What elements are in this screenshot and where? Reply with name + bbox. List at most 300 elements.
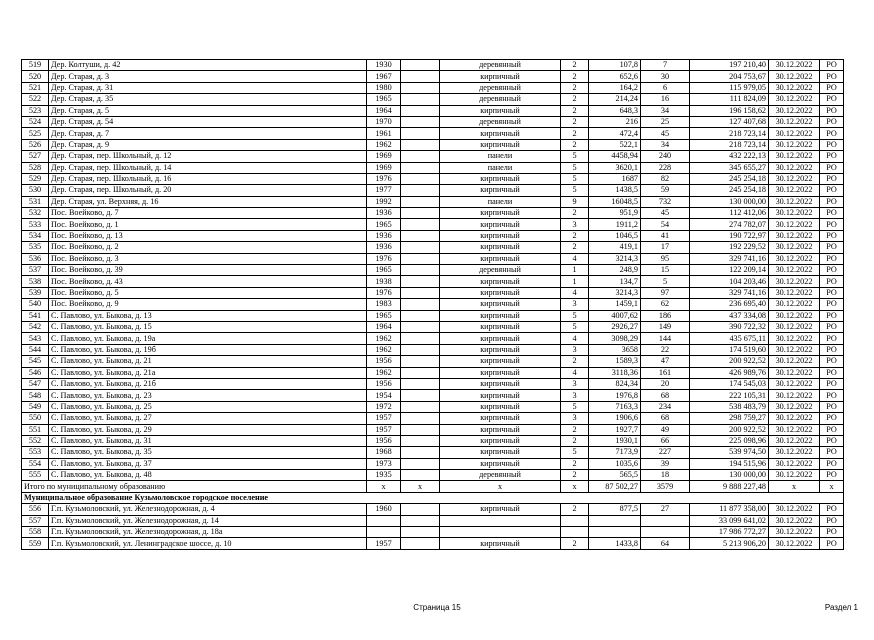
method-cell: РО bbox=[820, 253, 844, 264]
floors-cell: 2 bbox=[561, 94, 589, 105]
row-number-cell: 525 bbox=[22, 128, 49, 139]
table-row bbox=[22, 242, 844, 253]
year-built-cell: 1961 bbox=[367, 128, 401, 139]
row-number-cell: 523 bbox=[22, 105, 49, 116]
completion-date-cell: 30.12.2022 bbox=[769, 242, 820, 253]
cost-cell: 111 824,09 bbox=[690, 94, 769, 105]
method-cell: РО bbox=[820, 367, 844, 378]
year-renovated-cell bbox=[401, 82, 440, 93]
method-cell: РО bbox=[820, 470, 844, 481]
completion-date-cell: 30.12.2022 bbox=[769, 367, 820, 378]
wall-material-cell: деревянный bbox=[440, 265, 561, 276]
completion-date-cell: 30.12.2022 bbox=[769, 378, 820, 389]
year-renovated-cell bbox=[401, 219, 440, 230]
year-renovated-cell bbox=[401, 378, 440, 389]
wall-material-cell: кирпичный bbox=[440, 310, 561, 321]
method-cell: РО bbox=[820, 310, 844, 321]
cost-cell: 218 723,14 bbox=[690, 128, 769, 139]
address-cell: С. Павлово, ул. Быкова, д. 19б bbox=[49, 344, 367, 355]
year-built-cell: 1956 bbox=[367, 378, 401, 389]
table-row bbox=[22, 71, 844, 82]
wall-material-cell: кирпичный bbox=[440, 424, 561, 435]
row-number-cell: 533 bbox=[22, 219, 49, 230]
floors-cell: 2 bbox=[561, 504, 589, 515]
total-area-cell: 3098,29 bbox=[589, 333, 641, 344]
wall-material-cell: кирпичный bbox=[440, 71, 561, 82]
wall-material-cell: кирпичный bbox=[440, 435, 561, 446]
address-cell: Г.п. Кузьмоловский, ул. Железнодорожная, д. 14 bbox=[49, 515, 367, 526]
year-renovated-cell bbox=[401, 538, 440, 549]
completion-date-cell: 30.12.2022 bbox=[769, 390, 820, 401]
year-built-cell: 1964 bbox=[367, 105, 401, 116]
completion-date-cell: 30.12.2022 bbox=[769, 447, 820, 458]
cost-cell: 345 655,27 bbox=[690, 162, 769, 173]
total-label: Итого по муниципальному образованию bbox=[22, 481, 367, 492]
completion-date-cell: 30.12.2022 bbox=[769, 105, 820, 116]
row-number-cell: 556 bbox=[22, 504, 49, 515]
row-number-cell: 543 bbox=[22, 333, 49, 344]
wall-material-cell: кирпичный bbox=[440, 173, 561, 184]
address-cell: Дер. Старая, пер. Школьный, д. 20 bbox=[49, 185, 367, 196]
total-area-cell: 3620,1 bbox=[589, 162, 641, 173]
total-area-cell: 1687 bbox=[589, 173, 641, 184]
address-cell: Пос. Воейково, д. 7 bbox=[49, 208, 367, 219]
residents-cell: 240 bbox=[641, 151, 690, 162]
cost-cell: 17 986 772,27 bbox=[690, 527, 769, 538]
residents-cell: 41 bbox=[641, 230, 690, 241]
wall-material-cell: кирпичный bbox=[440, 538, 561, 549]
year-renovated-cell bbox=[401, 458, 440, 469]
total-area-cell: 1433,8 bbox=[589, 538, 641, 549]
residents-cell: 228 bbox=[641, 162, 690, 173]
wall-material-cell: кирпичный bbox=[440, 401, 561, 412]
year-built-cell: 1973 bbox=[367, 458, 401, 469]
address-cell: Дер. Старая, д. 7 bbox=[49, 128, 367, 139]
floors-cell: 1 bbox=[561, 276, 589, 287]
cost-cell: 174 545,03 bbox=[690, 378, 769, 389]
year-renovated-cell bbox=[401, 447, 440, 458]
total-area-cell: 2926,27 bbox=[589, 321, 641, 332]
table-row bbox=[22, 538, 844, 549]
completion-date-cell: 30.12.2022 bbox=[769, 424, 820, 435]
year-renovated-cell bbox=[401, 230, 440, 241]
wall-material-cell: кирпичный bbox=[440, 447, 561, 458]
residents-cell: 227 bbox=[641, 447, 690, 458]
wall-material-cell bbox=[440, 527, 561, 538]
cost-cell: 390 722,32 bbox=[690, 321, 769, 332]
completion-date-cell: 30.12.2022 bbox=[769, 139, 820, 150]
year-built-cell: 1969 bbox=[367, 151, 401, 162]
row-number-cell: 528 bbox=[22, 162, 49, 173]
residents-cell: 66 bbox=[641, 435, 690, 446]
row-number-cell: 552 bbox=[22, 435, 49, 446]
year-built-cell: 1962 bbox=[367, 344, 401, 355]
cost-cell: 437 334,08 bbox=[690, 310, 769, 321]
method-cell: РО bbox=[820, 458, 844, 469]
floors-cell: 9 bbox=[561, 196, 589, 207]
year-renovated-cell bbox=[401, 401, 440, 412]
section-header-row bbox=[22, 492, 844, 503]
table-row bbox=[22, 333, 844, 344]
year-renovated-cell bbox=[401, 424, 440, 435]
total-area-cell: 522,1 bbox=[589, 139, 641, 150]
address-cell: Пос. Воейково, д. 2 bbox=[49, 242, 367, 253]
cost-cell: 130 000,00 bbox=[690, 196, 769, 207]
wall-material-cell: кирпичный bbox=[440, 333, 561, 344]
table-row bbox=[22, 447, 844, 458]
floors-cell: 2 bbox=[561, 71, 589, 82]
wall-material-cell: панели bbox=[440, 162, 561, 173]
table-row bbox=[22, 151, 844, 162]
year-built-cell: 1938 bbox=[367, 276, 401, 287]
method-cell: РО bbox=[820, 515, 844, 526]
table-row bbox=[22, 276, 844, 287]
cost-cell: 298 759,27 bbox=[690, 413, 769, 424]
row-number-cell: 553 bbox=[22, 447, 49, 458]
completion-date-cell: 30.12.2022 bbox=[769, 356, 820, 367]
total-method-cell: х bbox=[820, 481, 844, 492]
cost-cell: 33 099 641,02 bbox=[690, 515, 769, 526]
floors-cell bbox=[561, 515, 589, 526]
table-row bbox=[22, 128, 844, 139]
completion-date-cell: 30.12.2022 bbox=[769, 196, 820, 207]
year-built-cell: 1969 bbox=[367, 162, 401, 173]
row-number-cell: 536 bbox=[22, 253, 49, 264]
floors-cell: 2 bbox=[561, 242, 589, 253]
year-renovated-cell bbox=[401, 265, 440, 276]
year-renovated-cell bbox=[401, 162, 440, 173]
total-year-built-cell: х bbox=[367, 481, 401, 492]
wall-material-cell: кирпичный bbox=[440, 413, 561, 424]
table-row bbox=[22, 321, 844, 332]
row-number-cell: 526 bbox=[22, 139, 49, 150]
completion-date-cell: 30.12.2022 bbox=[769, 151, 820, 162]
cost-cell: 11 877 358,00 bbox=[690, 504, 769, 515]
year-renovated-cell bbox=[401, 60, 440, 71]
completion-date-cell: 30.12.2022 bbox=[769, 504, 820, 515]
year-renovated-cell bbox=[401, 242, 440, 253]
total-area-cell: 1911,2 bbox=[589, 219, 641, 230]
address-cell: Пос. Воейково, д. 3 bbox=[49, 253, 367, 264]
table-row bbox=[22, 105, 844, 116]
cost-cell: 197 210,40 bbox=[690, 60, 769, 71]
residents-cell: 732 bbox=[641, 196, 690, 207]
year-built-cell: 1965 bbox=[367, 219, 401, 230]
floors-cell: 3 bbox=[561, 344, 589, 355]
year-renovated-cell bbox=[401, 276, 440, 287]
wall-material-cell: деревянный bbox=[440, 470, 561, 481]
method-cell: РО bbox=[820, 287, 844, 298]
address-cell: Дер. Старая, ул. Верхняя, д. 16 bbox=[49, 196, 367, 207]
wall-material-cell: кирпичный bbox=[440, 253, 561, 264]
row-number-cell: 547 bbox=[22, 378, 49, 389]
total-area-cell: 107,8 bbox=[589, 60, 641, 71]
floors-cell: 3 bbox=[561, 299, 589, 310]
table-row bbox=[22, 401, 844, 412]
table-row bbox=[22, 230, 844, 241]
address-cell: С. Павлово, ул. Быкова, д. 35 bbox=[49, 447, 367, 458]
method-cell: РО bbox=[820, 356, 844, 367]
year-built-cell: 1936 bbox=[367, 208, 401, 219]
completion-date-cell: 30.12.2022 bbox=[769, 185, 820, 196]
total-area-cell: 951,9 bbox=[589, 208, 641, 219]
address-cell: Г.п. Кузьмоловский, ул. Ленинградское шоссе, д. 10 bbox=[49, 538, 367, 549]
wall-material-cell: кирпичный bbox=[440, 344, 561, 355]
total-area-cell: 7173,9 bbox=[589, 447, 641, 458]
year-renovated-cell bbox=[401, 105, 440, 116]
table-row bbox=[22, 162, 844, 173]
completion-date-cell: 30.12.2022 bbox=[769, 71, 820, 82]
residents-cell: 30 bbox=[641, 71, 690, 82]
address-cell: Пос. Воейково, д. 39 bbox=[49, 265, 367, 276]
row-number-cell: 548 bbox=[22, 390, 49, 401]
wall-material-cell: панели bbox=[440, 151, 561, 162]
total-area-cell: 877,5 bbox=[589, 504, 641, 515]
completion-date-cell: 30.12.2022 bbox=[769, 299, 820, 310]
residents-cell: 234 bbox=[641, 401, 690, 412]
total-area-cell: 1589,3 bbox=[589, 356, 641, 367]
wall-material-cell: кирпичный bbox=[440, 390, 561, 401]
method-cell: РО bbox=[820, 173, 844, 184]
residents-cell: 34 bbox=[641, 139, 690, 150]
residents-cell: 20 bbox=[641, 378, 690, 389]
method-cell: РО bbox=[820, 219, 844, 230]
residents-cell: 39 bbox=[641, 458, 690, 469]
year-built-cell: 1956 bbox=[367, 435, 401, 446]
floors-cell: 2 bbox=[561, 116, 589, 127]
total-area-cell: 3214,3 bbox=[589, 253, 641, 264]
table-row bbox=[22, 527, 844, 538]
floors-cell: 2 bbox=[561, 230, 589, 241]
floors-cell: 5 bbox=[561, 185, 589, 196]
year-built-cell: 1956 bbox=[367, 356, 401, 367]
total-area-cell: 16048,5 bbox=[589, 196, 641, 207]
cost-cell: 192 229,52 bbox=[690, 242, 769, 253]
method-cell: РО bbox=[820, 82, 844, 93]
address-cell: С. Павлово, ул. Быкова, д. 25 bbox=[49, 401, 367, 412]
address-cell: С. Павлово, ул. Быкова, д. 21 bbox=[49, 356, 367, 367]
row-number-cell: 558 bbox=[22, 527, 49, 538]
method-cell: РО bbox=[820, 344, 844, 355]
method-cell: РО bbox=[820, 333, 844, 344]
table-row bbox=[22, 287, 844, 298]
total-area-cell: 1438,5 bbox=[589, 185, 641, 196]
year-renovated-cell bbox=[401, 185, 440, 196]
year-renovated-cell bbox=[401, 139, 440, 150]
year-built-cell bbox=[367, 515, 401, 526]
cost-cell: 435 675,11 bbox=[690, 333, 769, 344]
housing-register-table bbox=[21, 59, 844, 550]
total-area-cell: 472,4 bbox=[589, 128, 641, 139]
floors-cell: 2 bbox=[561, 128, 589, 139]
year-built-cell: 1957 bbox=[367, 413, 401, 424]
method-cell: РО bbox=[820, 265, 844, 276]
address-cell: С. Павлово, ул. Быкова, д. 27 bbox=[49, 413, 367, 424]
address-cell: Пос. Воейково, д. 43 bbox=[49, 276, 367, 287]
cost-cell: 5 213 906,20 bbox=[690, 538, 769, 549]
row-number-cell: 527 bbox=[22, 151, 49, 162]
year-built-cell: 1936 bbox=[367, 230, 401, 241]
cost-cell: 329 741,16 bbox=[690, 253, 769, 264]
floors-cell: 3 bbox=[561, 378, 589, 389]
cost-cell: 112 412,06 bbox=[690, 208, 769, 219]
year-renovated-cell bbox=[401, 151, 440, 162]
year-renovated-cell bbox=[401, 94, 440, 105]
table-row bbox=[22, 458, 844, 469]
total-area-cell: 652,6 bbox=[589, 71, 641, 82]
wall-material-cell: деревянный bbox=[440, 116, 561, 127]
total-area-cell: 1906,6 bbox=[589, 413, 641, 424]
method-cell: РО bbox=[820, 71, 844, 82]
residents-cell: 6 bbox=[641, 82, 690, 93]
year-built-cell: 1977 bbox=[367, 185, 401, 196]
residents-cell: 49 bbox=[641, 424, 690, 435]
total-area-cell: 3118,36 bbox=[589, 367, 641, 378]
floors-cell: 1 bbox=[561, 265, 589, 276]
table-row bbox=[22, 390, 844, 401]
year-renovated-cell bbox=[401, 208, 440, 219]
wall-material-cell: кирпичный bbox=[440, 128, 561, 139]
total-area-cell: 4458,94 bbox=[589, 151, 641, 162]
method-cell: РО bbox=[820, 151, 844, 162]
floors-cell: 2 bbox=[561, 424, 589, 435]
wall-material-cell: кирпичный bbox=[440, 321, 561, 332]
floors-cell bbox=[561, 527, 589, 538]
completion-date-cell: 30.12.2022 bbox=[769, 265, 820, 276]
table-row bbox=[22, 253, 844, 264]
address-cell: Дер. Старая, д. 35 bbox=[49, 94, 367, 105]
table-row bbox=[22, 94, 844, 105]
method-cell: РО bbox=[820, 276, 844, 287]
year-built-cell: 1957 bbox=[367, 538, 401, 549]
method-cell: РО bbox=[820, 128, 844, 139]
year-renovated-cell bbox=[401, 413, 440, 424]
method-cell: РО bbox=[820, 424, 844, 435]
residents-cell: 144 bbox=[641, 333, 690, 344]
year-renovated-cell bbox=[401, 527, 440, 538]
cost-cell: 115 979,05 bbox=[690, 82, 769, 93]
year-built-cell: 1935 bbox=[367, 470, 401, 481]
completion-date-cell: 30.12.2022 bbox=[769, 208, 820, 219]
method-cell: РО bbox=[820, 162, 844, 173]
cost-cell: 222 105,31 bbox=[690, 390, 769, 401]
cost-cell: 236 695,40 bbox=[690, 299, 769, 310]
residents-cell: 17 bbox=[641, 242, 690, 253]
year-renovated-cell bbox=[401, 196, 440, 207]
wall-material-cell: кирпичный bbox=[440, 208, 561, 219]
completion-date-cell: 30.12.2022 bbox=[769, 344, 820, 355]
total-area-cell bbox=[589, 515, 641, 526]
completion-date-cell: 30.12.2022 bbox=[769, 538, 820, 549]
floors-cell: 3 bbox=[561, 219, 589, 230]
address-cell: С. Павлово, ул. Быкова, д. 23 bbox=[49, 390, 367, 401]
floors-cell: 5 bbox=[561, 447, 589, 458]
method-cell: РО bbox=[820, 504, 844, 515]
cost-cell: 194 515,96 bbox=[690, 458, 769, 469]
row-number-cell: 519 bbox=[22, 60, 49, 71]
residents-cell: 54 bbox=[641, 219, 690, 230]
wall-material-cell: кирпичный bbox=[440, 230, 561, 241]
address-cell: С. Павлово, ул. Быкова, д. 13 bbox=[49, 310, 367, 321]
residents-cell: 18 bbox=[641, 470, 690, 481]
year-built-cell: 1976 bbox=[367, 173, 401, 184]
year-renovated-cell bbox=[401, 299, 440, 310]
table-row bbox=[22, 435, 844, 446]
residents-cell: 15 bbox=[641, 265, 690, 276]
floors-cell: 4 bbox=[561, 333, 589, 344]
year-built-cell: 1962 bbox=[367, 139, 401, 150]
floors-cell: 5 bbox=[561, 173, 589, 184]
method-cell: РО bbox=[820, 435, 844, 446]
address-cell: С. Павлово, ул. Быкова, д. 37 bbox=[49, 458, 367, 469]
cost-cell: 432 222,13 bbox=[690, 151, 769, 162]
row-number-cell: 534 bbox=[22, 230, 49, 241]
table-row bbox=[22, 60, 844, 71]
table-row bbox=[22, 413, 844, 424]
residents-cell: 45 bbox=[641, 208, 690, 219]
completion-date-cell: 30.12.2022 bbox=[769, 287, 820, 298]
residents-cell bbox=[641, 515, 690, 526]
total-area-cell bbox=[589, 527, 641, 538]
completion-date-cell: 30.12.2022 bbox=[769, 458, 820, 469]
address-cell: С. Павлово, ул. Быкова, д. 48 bbox=[49, 470, 367, 481]
address-cell: Дер. Старая, д. 3 bbox=[49, 71, 367, 82]
row-number-cell: 522 bbox=[22, 94, 49, 105]
year-built-cell: 1970 bbox=[367, 116, 401, 127]
year-renovated-cell bbox=[401, 287, 440, 298]
row-number-cell: 557 bbox=[22, 515, 49, 526]
year-renovated-cell bbox=[401, 515, 440, 526]
year-built-cell: 1968 bbox=[367, 447, 401, 458]
completion-date-cell: 30.12.2022 bbox=[769, 333, 820, 344]
table-row bbox=[22, 196, 844, 207]
wall-material-cell: кирпичный bbox=[440, 242, 561, 253]
year-renovated-cell bbox=[401, 470, 440, 481]
cost-cell: 174 519,60 bbox=[690, 344, 769, 355]
method-cell: РО bbox=[820, 60, 844, 71]
floors-cell: 5 bbox=[561, 310, 589, 321]
year-built-cell: 1967 bbox=[367, 71, 401, 82]
wall-material-cell: кирпичный bbox=[440, 185, 561, 196]
completion-date-cell: 30.12.2022 bbox=[769, 60, 820, 71]
completion-date-cell: 30.12.2022 bbox=[769, 128, 820, 139]
table-row bbox=[22, 173, 844, 184]
cost-cell: 122 209,14 bbox=[690, 265, 769, 276]
floors-cell: 2 bbox=[561, 139, 589, 150]
cost-cell: 245 254,18 bbox=[690, 173, 769, 184]
residents-cell: 186 bbox=[641, 310, 690, 321]
cost-cell: 218 723,14 bbox=[690, 139, 769, 150]
cost-cell: 274 782,07 bbox=[690, 219, 769, 230]
address-cell: Пос. Воейково, д. 13 bbox=[49, 230, 367, 241]
residents-cell: 62 bbox=[641, 299, 690, 310]
total-area-cell: 419,1 bbox=[589, 242, 641, 253]
table-row bbox=[22, 185, 844, 196]
address-cell: С. Павлово, ул. Быкова, д. 21а bbox=[49, 367, 367, 378]
year-renovated-cell bbox=[401, 367, 440, 378]
total-area-cell: 216 bbox=[589, 116, 641, 127]
residents-cell: 22 bbox=[641, 344, 690, 355]
total-residents-cell: 3579 bbox=[641, 481, 690, 492]
row-number-cell: 554 bbox=[22, 458, 49, 469]
address-cell: С. Павлово, ул. Быкова, д. 21б bbox=[49, 378, 367, 389]
completion-date-cell: 30.12.2022 bbox=[769, 230, 820, 241]
row-number-cell: 539 bbox=[22, 287, 49, 298]
completion-date-cell: 30.12.2022 bbox=[769, 527, 820, 538]
row-number-cell: 542 bbox=[22, 321, 49, 332]
completion-date-cell: 30.12.2022 bbox=[769, 173, 820, 184]
year-built-cell: 1957 bbox=[367, 424, 401, 435]
